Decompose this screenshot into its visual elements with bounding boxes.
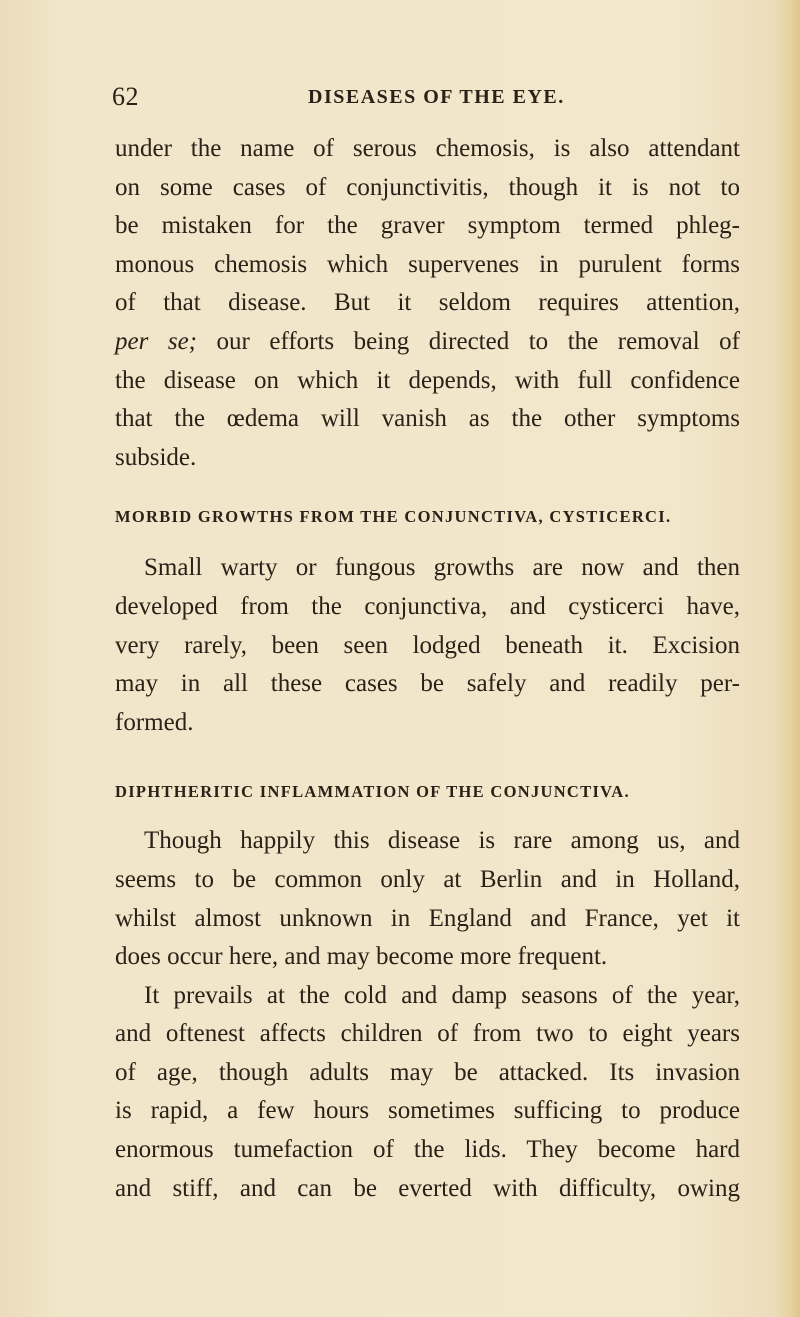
text-line: developed from the conjunctiva, and cysticerci have,: [115, 592, 740, 620]
text-line: [115, 323, 740, 362]
body-text: [115, 130, 740, 1208]
page-header: [112, 82, 752, 112]
text-line: does occur here, and may become more frequent.: [115, 943, 608, 971]
section-heading: MORBID GROWTHS FROM THE CONJUNCTIVA, CYSTICERCI.: [115, 507, 672, 527]
text-line: formed.: [115, 708, 194, 736]
text-line: Though happily this disease is rare among us, and: [144, 827, 740, 855]
text-line: the disease on which it depends, with full confidence: [115, 366, 740, 394]
latin-phrase: per se;: [115, 327, 197, 355]
text-line: and stiff, and can be everted with difficulty, owing: [115, 1174, 740, 1202]
page-edge: [774, 0, 800, 1317]
text-line: Small warty or fungous growths are now and then: [144, 554, 740, 582]
text-line: is rapid, a few hours sometimes sufficing to produce: [115, 1097, 740, 1125]
text-line: very rarely, been seen lodged beneath it. Excision: [115, 631, 740, 659]
text-line: seems to be common only at Berlin and in Holland,: [115, 865, 740, 893]
text-line: on some cases of conjunctivitis, though it is not to: [115, 173, 740, 201]
text-line: subside.: [115, 443, 197, 471]
text-line: under the name of serous chemosis, is also attendant: [115, 135, 740, 162]
text-line: enormous tumefaction of the lids. They become hard: [115, 1136, 740, 1164]
section-heading: DIPHTHERITIC INFLAMMATION OF THE CONJUNCTIVA.: [115, 782, 630, 802]
text-line: whilst almost unknown in England and France, yet it: [115, 904, 740, 932]
text-line: It prevails at the cold and damp seasons of the year,: [144, 981, 740, 1009]
text-line: may in all these cases be safely and readily per-: [115, 670, 740, 698]
text-line: that the œdema will vanish as the other symptoms: [115, 405, 740, 433]
text-line-rest: our efforts being directed to the removal of: [216, 327, 741, 355]
text-line: monous chemosis which supervenes in purulent forms: [115, 250, 740, 278]
running-title: DISEASES OF THE EYE.: [308, 86, 565, 108]
text-line: and oftenest affects children of from two to eight years: [115, 1020, 740, 1048]
text-line: be mistaken for the graver symptom termed phleg-: [115, 212, 740, 240]
text-line: of that disease. But it seldom requires attention,: [115, 289, 740, 317]
text-line: of age, though adults may be attacked. Its invasion: [115, 1058, 740, 1086]
page-number: 62: [112, 82, 139, 111]
